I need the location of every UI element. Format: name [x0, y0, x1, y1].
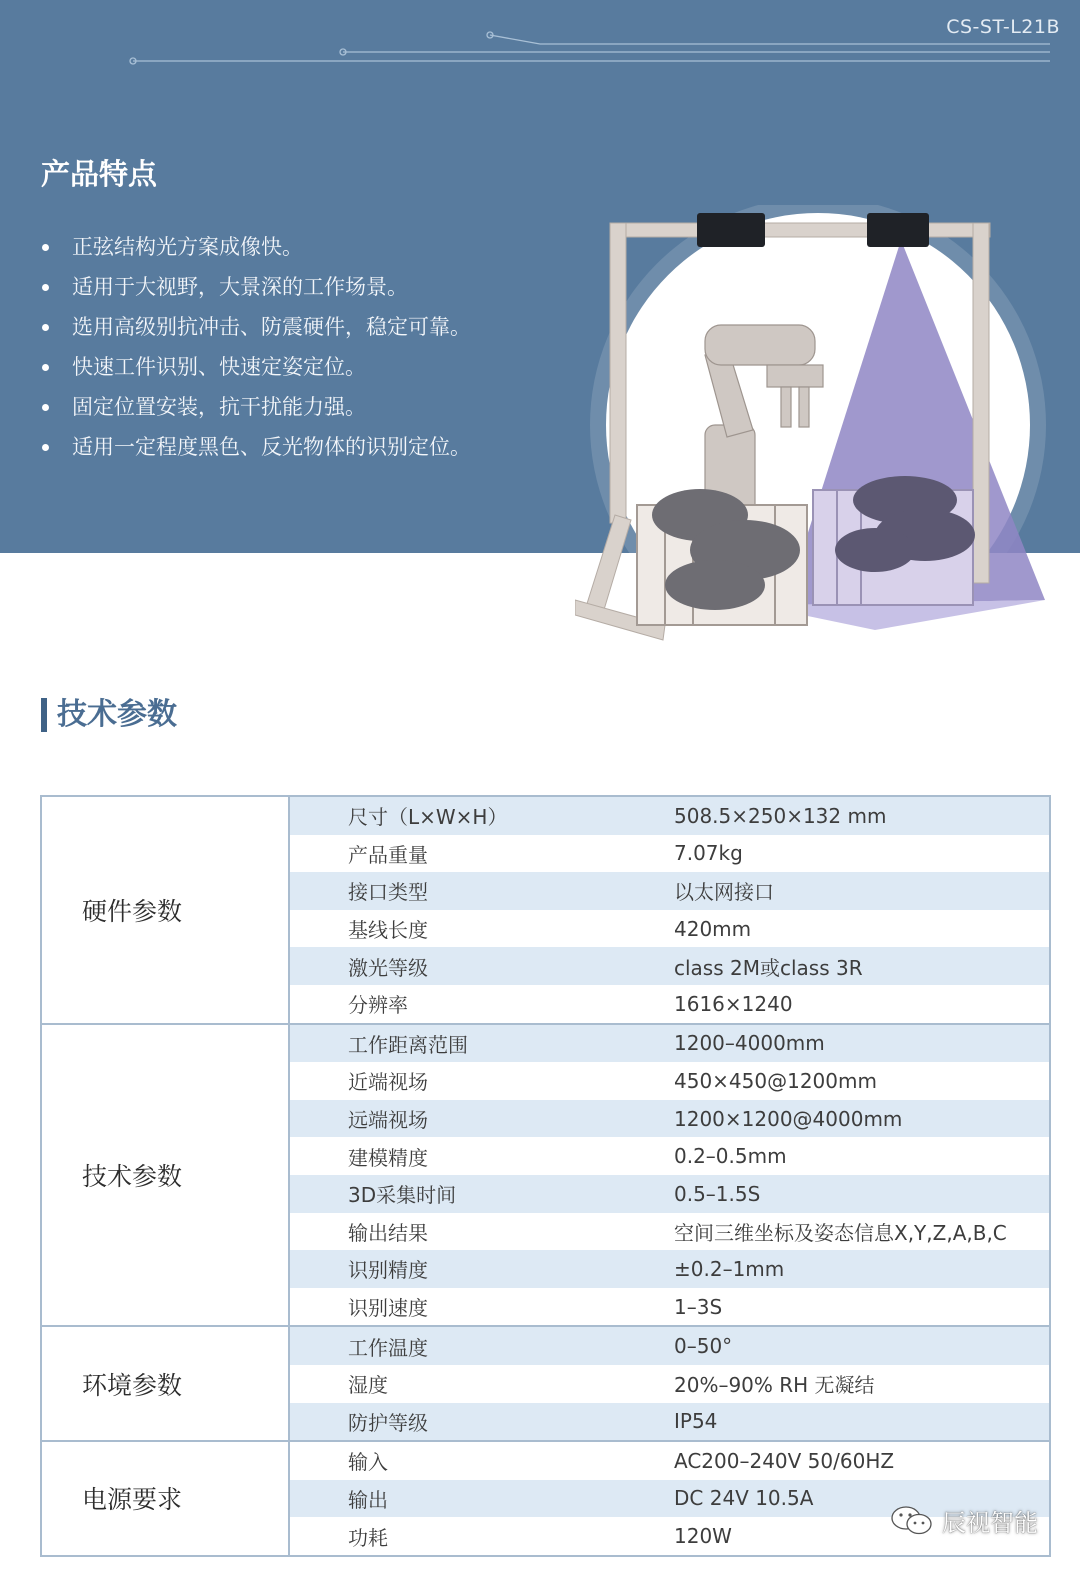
brand-name: 辰视智能	[942, 1509, 1038, 1537]
param-value: AC200–240V 50/60HZ	[674, 1441, 1050, 1480]
group-label: 硬件参数	[41, 796, 289, 1024]
bullet-icon	[42, 444, 49, 451]
table-row	[41, 1024, 1050, 1063]
param-label: 输出结果	[289, 1213, 674, 1251]
feature-text: 适用于大视野，大景深的工作场景。	[72, 275, 408, 299]
param-label: 输出	[289, 1480, 674, 1518]
robot-vision-illustration	[575, 205, 1055, 645]
param-label: 激光等级	[289, 947, 674, 985]
camera-left	[697, 213, 765, 247]
param-label: 识别速度	[289, 1288, 674, 1327]
param-label: 产品重量	[289, 835, 674, 873]
features-title: 产品特点	[41, 157, 158, 191]
param-value: ±0.2–1mm	[674, 1250, 1050, 1288]
param-value: 7.07kg	[674, 835, 1050, 873]
param-label: 基线长度	[289, 910, 674, 948]
camera-right	[867, 213, 929, 247]
feature-item	[41, 347, 471, 387]
bullet-icon	[42, 404, 49, 411]
param-label: 3D采集时间	[289, 1175, 674, 1213]
bullet-icon	[42, 324, 49, 331]
param-value: DC 24V 10.5A	[674, 1480, 1050, 1518]
param-value: class 2M或class 3R	[674, 947, 1050, 985]
param-label: 近端视场	[289, 1062, 674, 1100]
group-label: 技术参数	[41, 1024, 289, 1327]
feature-item	[41, 427, 471, 467]
param-label: 建模精度	[289, 1137, 674, 1175]
features-list	[41, 227, 471, 467]
table-row	[41, 1441, 1050, 1480]
param-value: 0–50°	[674, 1326, 1050, 1365]
param-label: 远端视场	[289, 1100, 674, 1138]
param-value: 1616×1240	[674, 985, 1050, 1024]
param-label: 工作距离范围	[289, 1024, 674, 1063]
param-label: 尺寸（L×W×H）	[289, 796, 674, 835]
bullet-icon	[42, 244, 49, 251]
brand-watermark	[890, 1503, 1038, 1538]
param-label: 识别精度	[289, 1250, 674, 1288]
bullet-icon	[42, 284, 49, 291]
model-code: CS-ST-L21B	[946, 16, 1060, 38]
param-value: 以太网接口	[674, 872, 1050, 910]
param-value: 0.5–1.5S	[674, 1175, 1050, 1213]
param-value: 120W	[674, 1517, 1050, 1556]
param-label: 功耗	[289, 1517, 674, 1556]
param-value: 1–3S	[674, 1288, 1050, 1327]
param-label: 接口类型	[289, 872, 674, 910]
param-label: 湿度	[289, 1365, 674, 1403]
feature-text: 快速工件识别、快速定姿定位。	[72, 355, 366, 379]
section-title: 技术参数	[41, 698, 177, 732]
param-label: 工作温度	[289, 1326, 674, 1365]
param-label: 输入	[289, 1441, 674, 1480]
feature-item	[41, 227, 471, 267]
param-label: 分辨率	[289, 985, 674, 1024]
param-value: 0.2–0.5mm	[674, 1137, 1050, 1175]
table-row	[41, 796, 1050, 835]
param-label: 防护等级	[289, 1403, 674, 1442]
circuit-line-decoration	[0, 0, 1080, 80]
spec-table	[40, 795, 1051, 1557]
wechat-icon	[890, 1504, 934, 1538]
param-value: 508.5×250×132 mm	[674, 796, 1050, 835]
param-value: 1200–4000mm	[674, 1024, 1050, 1063]
feature-text: 正弦结构光方案成像快。	[72, 235, 303, 259]
param-value: 空间三维坐标及姿态信息X,Y,Z,A,B,C	[674, 1213, 1050, 1251]
param-value: 20%–90% RH 无凝结	[674, 1365, 1050, 1403]
group-label: 电源要求	[41, 1441, 289, 1556]
param-value: IP54	[674, 1403, 1050, 1442]
param-value: 450×450@1200mm	[674, 1062, 1050, 1100]
param-value: 420mm	[674, 910, 1050, 948]
feature-text: 选用高级别抗冲击、防震硬件，稳定可靠。	[72, 315, 471, 339]
feature-item	[41, 387, 471, 427]
feature-text: 固定位置安装，抗干扰能力强。	[72, 395, 366, 419]
feature-item	[41, 307, 471, 347]
feature-item	[41, 267, 471, 307]
table-row	[41, 1326, 1050, 1365]
group-label: 环境参数	[41, 1326, 289, 1441]
param-value: 1200×1200@4000mm	[674, 1100, 1050, 1138]
bullet-icon	[42, 364, 49, 371]
feature-text: 适用一定程度黑色、反光物体的识别定位。	[72, 435, 471, 459]
